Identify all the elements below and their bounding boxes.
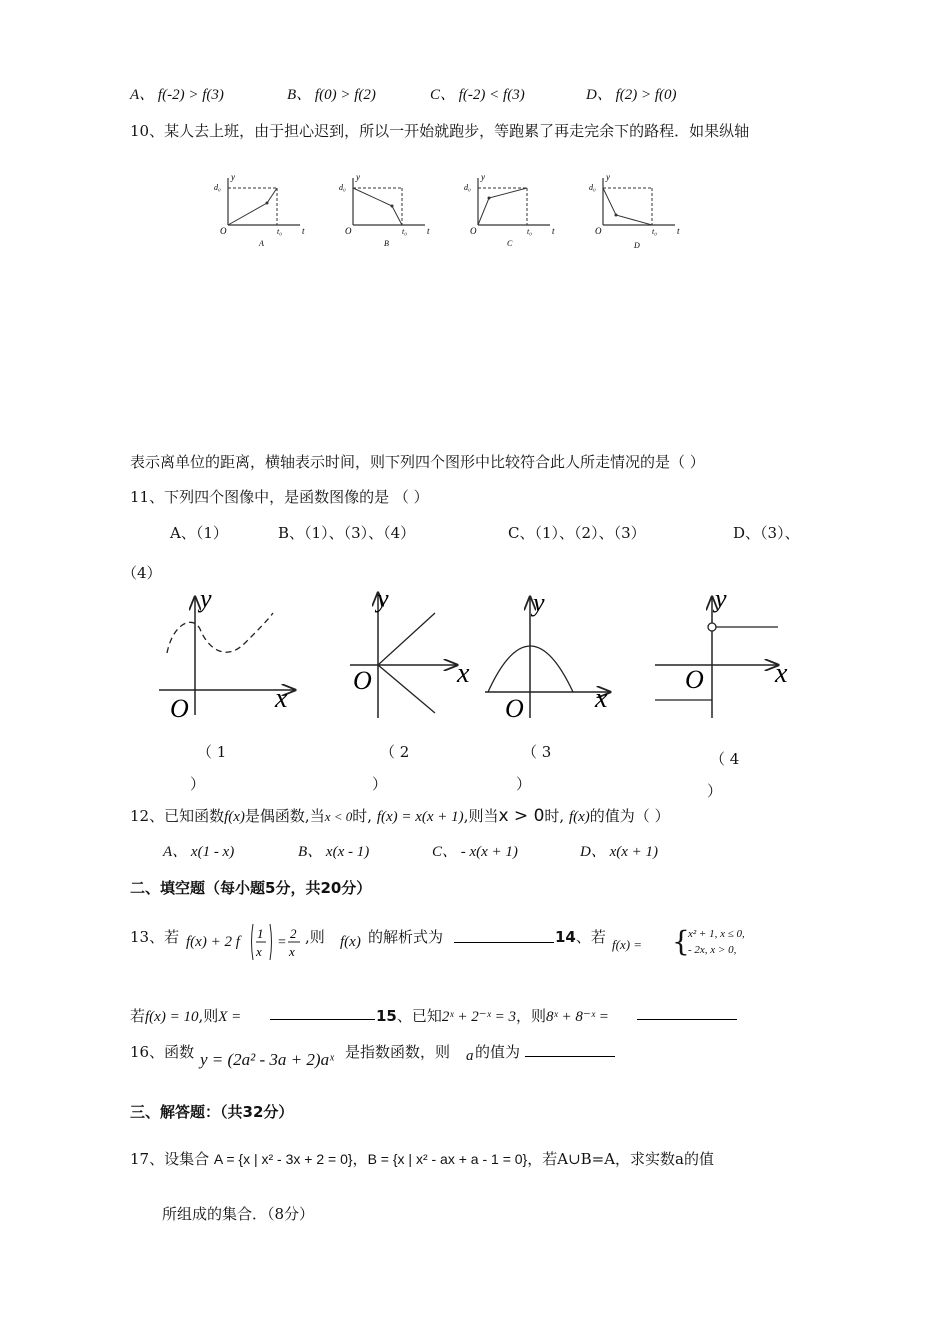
q11-graph-3 xyxy=(485,588,610,723)
q14-prefix: 14、若 xyxy=(555,928,606,946)
q10-graph-d xyxy=(589,172,680,250)
q11-stem: 11、下列四个图像中，是函数图像的是 （ ） xyxy=(130,488,429,506)
q15-stem: 15、已知2ˣ + 2⁻ˣ = 3，则8ˣ + 8⁻ˣ = xyxy=(376,1007,609,1025)
q11g1-x: x xyxy=(275,683,288,714)
q11g2-x: x xyxy=(457,658,470,689)
q17-stem: 17、设集合 A = {x | x² - 3x + 2 = 0}，B = {x | x² - ax + a - 1 = 0}，若A∪B=A，求实数a的值 xyxy=(130,1150,715,1168)
q9-option-c: C、 f(-2) < f(3) xyxy=(430,87,525,103)
q10a-label: A xyxy=(259,239,264,248)
q11-cap1-b: ） xyxy=(190,775,206,793)
q11-cap3-a: （ 3 xyxy=(522,743,552,761)
q12-option-b: B、 x(x - 1) xyxy=(298,844,370,860)
q17-line2: 所组成的集合．（8分） xyxy=(162,1205,315,1223)
q11-option-a: A、（1） xyxy=(170,524,228,542)
q9-option-b: B、 f(0) > f(2) xyxy=(287,87,376,103)
q10a-t0: t₀ xyxy=(277,227,283,236)
q11-cap4-b: ） xyxy=(707,782,723,800)
q13-mid: ,则 xyxy=(305,928,325,946)
q11g4-x: x xyxy=(775,658,788,689)
q14-case1: x² + 1, x ≤ 0, xyxy=(688,928,745,940)
q11-option-b: B、（1）、（3）、（4） xyxy=(278,524,416,542)
section3-title: 三、解答题：（共32分） xyxy=(130,1103,294,1121)
q12-option-c: C、 - x(x + 1) xyxy=(432,844,518,860)
q13-fraction1 xyxy=(250,918,310,968)
q16-expr: y = (2a² - 3a + 2)aˣ xyxy=(200,1050,334,1069)
section2-title: 二、填空题（每小题5分，共20分） xyxy=(130,879,372,897)
q10-graphs xyxy=(205,170,705,255)
q16-mid: 是指数函数，则 xyxy=(345,1043,451,1061)
q10b-y: y xyxy=(356,172,360,182)
svg-text:2: 2 xyxy=(290,926,297,941)
q10c-label: C xyxy=(507,239,513,248)
q11g3-y: y xyxy=(533,588,545,617)
q14-answer-blank[interactable] xyxy=(270,1003,375,1020)
q11-option-d-cont: （4） xyxy=(122,564,162,582)
q14-brace: { xyxy=(672,925,690,958)
q11-option-c: C、（1）、（2）、（3） xyxy=(508,524,646,542)
q12-option-a: A、 x(1 - x) xyxy=(163,844,235,860)
q10b-d0: d₀ xyxy=(339,183,346,192)
q10d-o: O xyxy=(595,226,602,236)
q11-cap1-a: （ 1 xyxy=(197,743,227,761)
q10a-o: O xyxy=(220,226,227,236)
svg-text:x: x xyxy=(289,944,295,959)
q10c-t0: t₀ xyxy=(527,227,533,236)
q11-graph-1 xyxy=(159,585,295,723)
q16-answer-blank[interactable] xyxy=(525,1040,615,1057)
q11-option-d: D、（3）、 xyxy=(733,524,800,542)
q10b-t0: t₀ xyxy=(402,227,408,236)
q11g2-o: O xyxy=(353,666,372,695)
q9-option-d: D、 f(2) > f(0) xyxy=(586,87,677,103)
q12-stem: 12、已知函数f(x)是偶函数,当x < 0时, f(x) = x(x + 1),则当x > 0时, f(x)的值为（ ） xyxy=(130,806,670,826)
q12-option-d: D、 x(x + 1) xyxy=(580,844,659,860)
q16-prefix: 16、函数 xyxy=(130,1043,195,1061)
q13-answer-blank[interactable] xyxy=(454,926,554,943)
q10c-o: O xyxy=(470,226,477,236)
svg-text:=: = xyxy=(278,935,286,950)
q10a-t: t xyxy=(302,226,305,236)
q10b-t: t xyxy=(427,226,430,236)
q10c-d0: d₀ xyxy=(464,183,471,192)
svg-text:1: 1 xyxy=(257,926,264,941)
q10-stem-line2: 表示离单位的距离，横轴表示时间，则下列四个图形中比较符合此人所走情况的是（ ） xyxy=(130,453,705,471)
q10d-y: y xyxy=(606,172,610,182)
q10-stem-line1: 10、某人去上班，由于担心迟到，所以一开始就跑步，等跑累了再走完余下的路程．如果纵轴 xyxy=(130,122,750,140)
q10b-label: B xyxy=(384,239,389,248)
q10d-t0: t₀ xyxy=(652,227,658,236)
q11g4-y: y xyxy=(715,585,727,613)
q11-cap3-b: ） xyxy=(516,775,532,793)
q13-fx: f(x) xyxy=(340,934,361,950)
q10b-o: O xyxy=(345,226,352,236)
q11g3-o: O xyxy=(505,694,524,723)
q11-cap2-b: ） xyxy=(372,775,388,793)
q13-lhs: f(x) + 2 f xyxy=(186,934,240,950)
q11g1-y: y xyxy=(200,585,212,613)
q10a-d0: d₀ xyxy=(214,183,221,192)
q10a-y: y xyxy=(231,172,235,182)
q11-graphs xyxy=(145,585,825,725)
q15-answer-blank[interactable] xyxy=(637,1003,737,1020)
q11g3-x: x xyxy=(595,683,608,714)
q10c-t: t xyxy=(552,226,555,236)
q11-graph-2 xyxy=(350,585,470,718)
q10-graph-c xyxy=(464,172,555,248)
q14-line2: 若f(x) = 10,则X = xyxy=(130,1007,242,1025)
q11g4-o: O xyxy=(685,665,704,694)
q11-graph-4 xyxy=(655,585,788,718)
q11-cap4-a: （ 4 xyxy=(710,750,740,768)
q10d-t: t xyxy=(677,226,680,236)
svg-text:x: x xyxy=(256,944,262,959)
q10-graph-a xyxy=(214,172,305,248)
q14-case2: - 2x, x > 0, xyxy=(688,944,737,956)
q10-graph-b xyxy=(339,172,430,248)
q10d-label: D xyxy=(634,241,640,250)
q13-prefix: 13、若 xyxy=(130,928,180,946)
q16-suffix: 的值为 xyxy=(475,1043,521,1061)
q13-suffix: 的解析式为 xyxy=(368,928,444,946)
q11g1-o: O xyxy=(170,694,189,723)
q9-option-a: A、 f(-2) > f(3) xyxy=(130,87,224,103)
q10d-d0: d₀ xyxy=(589,183,596,192)
q14-fx: f(x) = xyxy=(612,937,643,952)
q10c-y: y xyxy=(481,172,485,182)
q11-cap2-a: （ 2 xyxy=(380,743,410,761)
q16-var: a xyxy=(466,1048,474,1064)
q11g2-y: y xyxy=(377,585,389,613)
